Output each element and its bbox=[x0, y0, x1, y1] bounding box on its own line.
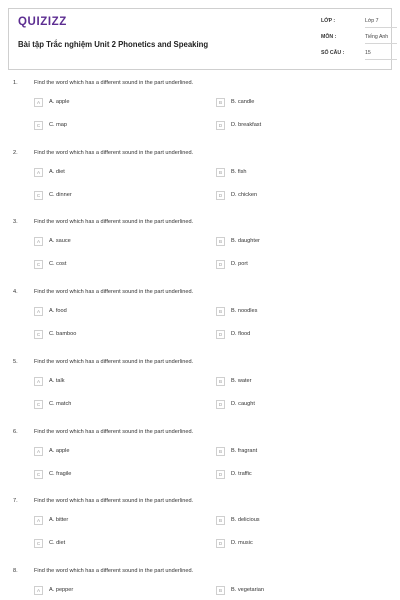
option-label: A. talk bbox=[49, 377, 65, 384]
meta-label-grade: LỚP : bbox=[321, 18, 336, 24]
answer-option[interactable] bbox=[34, 400, 154, 412]
answer-option[interactable] bbox=[216, 586, 336, 598]
question-prompt: Find the word which has a different sound in the part underlined. bbox=[34, 498, 194, 505]
option-label: D. port bbox=[231, 261, 248, 268]
option-label: B. candle bbox=[231, 99, 255, 105]
answer-option[interactable] bbox=[34, 260, 154, 272]
option-letter-box[interactable]: B bbox=[216, 516, 225, 525]
answer-option[interactable] bbox=[34, 586, 154, 598]
question-item bbox=[0, 219, 400, 289]
question-prompt: Find the word which has a different sound in the part underlined. bbox=[34, 219, 194, 226]
option-letter-box[interactable]: C bbox=[34, 400, 43, 409]
question-number: 4. bbox=[13, 289, 18, 296]
answer-option[interactable] bbox=[216, 260, 336, 272]
question-number: 1. bbox=[13, 80, 18, 86]
answer-option[interactable] bbox=[34, 330, 154, 342]
option-label: A. food bbox=[49, 308, 67, 315]
question-number: 3. bbox=[13, 219, 18, 226]
option-label: B. fish bbox=[231, 168, 247, 175]
option-letter-box[interactable]: B bbox=[216, 237, 225, 246]
option-label: B. fragrant bbox=[231, 447, 258, 454]
answer-option[interactable] bbox=[34, 307, 154, 319]
answer-option[interactable] bbox=[216, 400, 336, 412]
answer-option[interactable] bbox=[34, 447, 154, 459]
worksheet-title: Bài tập Trắc nghiệm Unit 2 Phonetics and Speaking bbox=[18, 40, 209, 49]
option-label: C. dinner bbox=[49, 191, 72, 198]
answer-option[interactable] bbox=[216, 237, 336, 249]
option-letter-box[interactable]: B bbox=[216, 98, 225, 107]
option-label: D. breakfast bbox=[231, 122, 262, 128]
question-prompt: Find the word which has a different sound in the part underlined. bbox=[34, 567, 194, 574]
answer-option[interactable] bbox=[34, 168, 154, 180]
answer-option[interactable] bbox=[216, 330, 336, 342]
option-label: A. pepper bbox=[49, 586, 74, 593]
option-label: A. apple bbox=[49, 447, 70, 454]
option-label: B. delicious bbox=[231, 517, 260, 524]
question-item bbox=[0, 80, 400, 150]
meta-value-question-count: 15 bbox=[365, 50, 397, 60]
question-number: 7. bbox=[13, 498, 18, 505]
question-prompt: Find the word which has a different sound in the part underlined. bbox=[34, 80, 194, 86]
option-letter-box[interactable]: A bbox=[34, 307, 43, 316]
answer-option[interactable] bbox=[34, 121, 154, 133]
option-letter-box[interactable]: D bbox=[216, 260, 225, 269]
option-label: A. bitter bbox=[49, 517, 69, 524]
option-letter-box[interactable]: A bbox=[34, 377, 43, 386]
option-label: A. diet bbox=[49, 168, 65, 175]
option-label: B. noodles bbox=[231, 308, 258, 315]
option-label: C. fragile bbox=[49, 470, 72, 477]
answer-option[interactable] bbox=[34, 516, 154, 528]
option-label: B. daughter bbox=[231, 238, 260, 245]
question-number: 6. bbox=[13, 428, 18, 435]
question-item bbox=[0, 150, 400, 220]
question-number: 8. bbox=[13, 567, 18, 574]
answer-option[interactable] bbox=[216, 516, 336, 528]
option-letter-box[interactable]: A bbox=[34, 237, 43, 246]
option-letter-box[interactable]: B bbox=[216, 168, 225, 177]
option-letter-box[interactable]: C bbox=[34, 330, 43, 339]
option-letter-box[interactable]: B bbox=[216, 377, 225, 386]
question-item bbox=[0, 289, 400, 359]
answer-option[interactable] bbox=[34, 377, 154, 389]
question-prompt: Find the word which has a different sound in the part underlined. bbox=[34, 428, 194, 435]
option-letter-box[interactable]: C bbox=[34, 260, 43, 269]
meta-value-grade: Lớp 7 bbox=[365, 18, 397, 28]
option-label: C. match bbox=[49, 400, 72, 407]
option-letter-box[interactable]: D bbox=[216, 470, 225, 479]
option-label: C. cost bbox=[49, 261, 67, 268]
question-prompt: Find the word which has a different sound in the part underlined. bbox=[34, 149, 194, 156]
option-letter-box[interactable]: A bbox=[34, 98, 43, 107]
answer-option[interactable] bbox=[34, 237, 154, 249]
option-label: B. vegetarian bbox=[231, 586, 264, 593]
option-letter-box[interactable]: B bbox=[216, 447, 225, 456]
option-letter-box[interactable]: A bbox=[34, 516, 43, 525]
option-letter-box[interactable]: B bbox=[216, 307, 225, 316]
answer-option[interactable] bbox=[216, 307, 336, 319]
question-item bbox=[0, 498, 400, 568]
question-number: 5. bbox=[13, 358, 18, 365]
option-label: C. diet bbox=[49, 540, 66, 547]
option-letter-box[interactable]: A bbox=[34, 447, 43, 456]
question-prompt: Find the word which has a different sound in the part underlined. bbox=[34, 289, 194, 296]
question-item bbox=[0, 429, 400, 499]
option-letter-box[interactable]: C bbox=[34, 121, 43, 130]
answer-option[interactable] bbox=[216, 377, 336, 389]
option-label: A. apple bbox=[49, 99, 70, 105]
option-letter-box[interactable]: A bbox=[34, 168, 43, 177]
answer-option[interactable] bbox=[34, 191, 154, 203]
meta-label-subject: MÔN : bbox=[321, 34, 337, 40]
option-label: C. bamboo bbox=[49, 331, 77, 338]
answer-option[interactable] bbox=[216, 191, 336, 203]
answer-option[interactable] bbox=[216, 98, 336, 110]
option-letter-box[interactable]: D bbox=[216, 400, 225, 409]
option-letter-box[interactable]: C bbox=[34, 539, 43, 548]
answer-option[interactable] bbox=[34, 98, 154, 110]
question-number: 2. bbox=[13, 149, 18, 156]
option-label: D. caught bbox=[231, 400, 255, 407]
option-label: A. sauce bbox=[49, 238, 71, 245]
option-label: D. flood bbox=[231, 331, 251, 338]
answer-option[interactable] bbox=[216, 121, 336, 133]
option-label: D. chicken bbox=[231, 191, 258, 198]
option-label: D. traffic bbox=[231, 470, 252, 477]
answer-option[interactable] bbox=[216, 470, 336, 482]
answer-option[interactable] bbox=[34, 539, 154, 551]
option-letter-box[interactable]: B bbox=[216, 586, 225, 595]
meta-label-question-count: SỐ CÂU : bbox=[321, 50, 345, 56]
answer-option[interactable] bbox=[34, 470, 154, 482]
option-label: B. water bbox=[231, 377, 252, 384]
question-prompt: Find the word which has a different sound in the part underlined. bbox=[34, 358, 194, 365]
option-label: D. music bbox=[231, 540, 253, 547]
option-letter-box[interactable]: C bbox=[34, 470, 43, 479]
meta-value-subject: Tiếng Anh bbox=[365, 34, 397, 44]
answer-option[interactable] bbox=[216, 168, 336, 180]
option-label: C. map bbox=[49, 122, 68, 128]
option-letter-box[interactable]: D bbox=[216, 191, 225, 200]
option-letter-box[interactable]: A bbox=[34, 586, 43, 595]
answer-option[interactable] bbox=[216, 539, 336, 551]
question-item bbox=[0, 568, 400, 600]
option-letter-box[interactable]: D bbox=[216, 121, 225, 130]
quizizz-logo: QUIZIZZ bbox=[18, 16, 67, 28]
answer-option[interactable] bbox=[216, 447, 336, 459]
option-letter-box[interactable]: D bbox=[216, 539, 225, 548]
option-letter-box[interactable]: C bbox=[34, 191, 43, 200]
question-item bbox=[0, 359, 400, 429]
option-letter-box[interactable]: D bbox=[216, 330, 225, 339]
